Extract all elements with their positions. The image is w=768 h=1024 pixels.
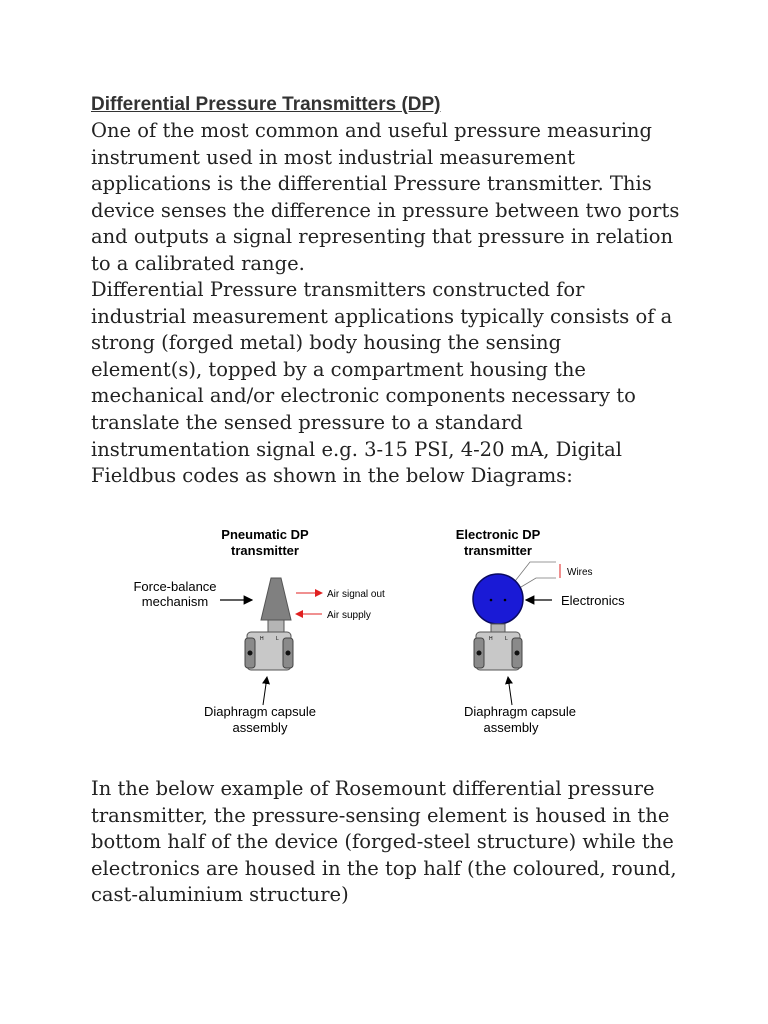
paragraph-line: instrument used in most industrial measurement — [91, 145, 576, 169]
paragraph-line: applications is the differential Pressure transmitter. This — [91, 172, 652, 196]
capsule-label-line1: Diaphragm capsule — [463, 704, 577, 719]
l-port-label: L — [505, 636, 508, 642]
paragraph-line: to a calibrated range. — [91, 251, 305, 275]
air-supply-label: Air supply — [327, 610, 371, 621]
force-balance-label-line2: mechanism — [141, 594, 209, 609]
paragraph-rosemount — [91, 776, 691, 909]
l-port-dot — [515, 651, 520, 656]
electronic-transmitter — [456, 527, 625, 735]
capsule-pointer-arrow — [508, 677, 512, 705]
paragraph-line: instrumentation signal e.g. 3-15 PSI, 4-20 mA, Digital — [91, 437, 622, 461]
force-balance-label-line1: Force-balance — [133, 579, 217, 594]
capsule-pointer-arrow — [263, 677, 267, 705]
paragraph-line: element(s), topped by a compartment housing the — [91, 357, 586, 381]
page-heading: Differential Pressure Transmitters (DP) — [91, 94, 441, 115]
paragraph-line: electronics are housed in the top half (the coloured, round, — [91, 856, 677, 880]
paragraph-line: industrial measurement applications typically consists of a — [91, 304, 673, 328]
paragraph-line: bottom half of the device (forged-steel structure) while the — [91, 830, 674, 854]
paragraph-construction — [91, 277, 691, 490]
paragraph-line: device senses the difference in pressure between two ports — [91, 198, 680, 222]
paragraph-line: One of the most common and useful pressure measuring — [91, 119, 652, 142]
neck-shape — [268, 620, 284, 632]
wires-label: Wires — [567, 567, 593, 578]
paragraph-line: mechanical and/or electronic components necessary to — [91, 384, 636, 408]
electronic-title-line2: transmitter — [464, 543, 532, 558]
paragraph-line: cast-aluminium structure) — [91, 883, 349, 907]
electronics-housing-shape — [473, 574, 523, 624]
housing-screw-left — [490, 599, 493, 602]
capsule-label-line1: Diaphragm capsule — [203, 704, 317, 719]
paragraph-line: translate the sensed pressure to a standard — [91, 410, 523, 434]
pneumatic-transmitter — [133, 527, 385, 735]
electronic-title-line1: Electronic DP — [455, 527, 541, 542]
paragraph-line: strong (forged metal) body housing the sensing — [91, 331, 562, 355]
housing-screw-right — [504, 599, 507, 602]
paragraph-line: transmitter, the pressure-sensing element is housed in the — [91, 803, 670, 827]
air-signal-out-label: Air signal out — [327, 589, 385, 600]
h-port-dot — [477, 651, 482, 656]
pneumatic-title-line2: transmitter — [231, 543, 299, 558]
capsule-label-line2: assembly — [232, 720, 288, 735]
capsule-label-line2: assembly — [483, 720, 539, 735]
h-port-label: H — [489, 636, 493, 642]
paragraph-intro — [91, 118, 691, 278]
paragraph-line: Differential Pressure transmitters constructed for — [91, 278, 585, 301]
l-port-label: L — [276, 636, 279, 642]
electronics-label: Electronics — [561, 593, 625, 608]
paragraph-line: and outputs a signal representing that pressure in relation — [91, 225, 674, 249]
h-port-dot — [248, 651, 253, 656]
h-port-label: H — [260, 636, 264, 642]
force-balance-mechanism-shape — [261, 578, 291, 620]
wire-top — [512, 562, 556, 585]
wire-bottom — [516, 578, 556, 590]
paragraph-line: Fieldbus codes as shown in the below Diagrams: — [91, 464, 573, 488]
dp-transmitter-diagram — [100, 520, 660, 750]
l-port-dot — [286, 651, 291, 656]
paragraph-line: In the below example of Rosemount differential pressure — [91, 777, 655, 800]
pneumatic-title-line1: Pneumatic DP — [221, 527, 309, 542]
